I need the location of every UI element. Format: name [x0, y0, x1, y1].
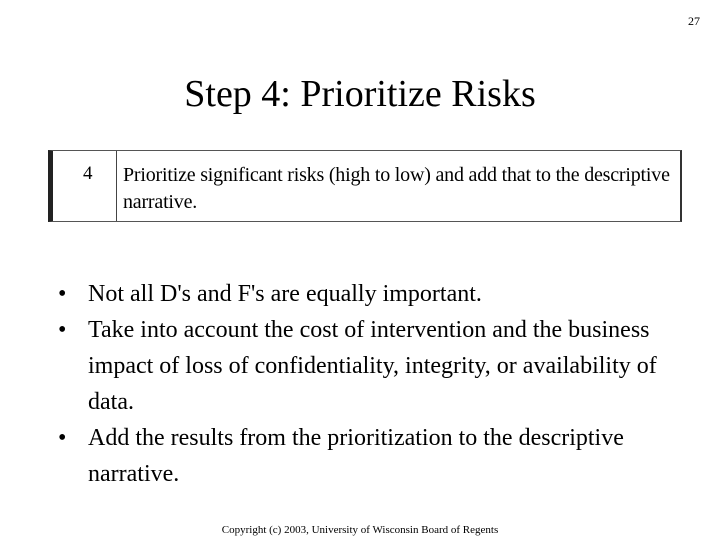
copyright-footer: Copyright (c) 2003, University of Wisconsin Board of Regents: [221, 524, 499, 536]
bullet-item: [58, 312, 688, 420]
step-description: Prioritize significant risks (high to low) and add that to the descriptive narrative.: [123, 164, 670, 213]
slide-title: Step 4: Prioritize Risks: [184, 73, 536, 115]
step-table: [48, 150, 682, 222]
bullet-list: [58, 276, 688, 492]
bullet-text: Not all D's and F's are equally important.: [88, 281, 482, 307]
bullet-text: Add the results from the prioritization to the descriptive narrative.: [88, 425, 624, 487]
bullet-dot-icon: •: [58, 317, 67, 343]
bullet-dot-icon: •: [58, 281, 67, 307]
bullet-dot-icon: •: [58, 425, 67, 451]
bullet-item: [58, 276, 688, 312]
bullet-text: Take into account the cost of intervention and the business impact of loss of confidentiality, integrity, or availability of data.: [88, 317, 657, 415]
step-number: 4: [53, 151, 117, 221]
bullet-item: [58, 420, 688, 492]
page-number: 27: [688, 14, 700, 28]
